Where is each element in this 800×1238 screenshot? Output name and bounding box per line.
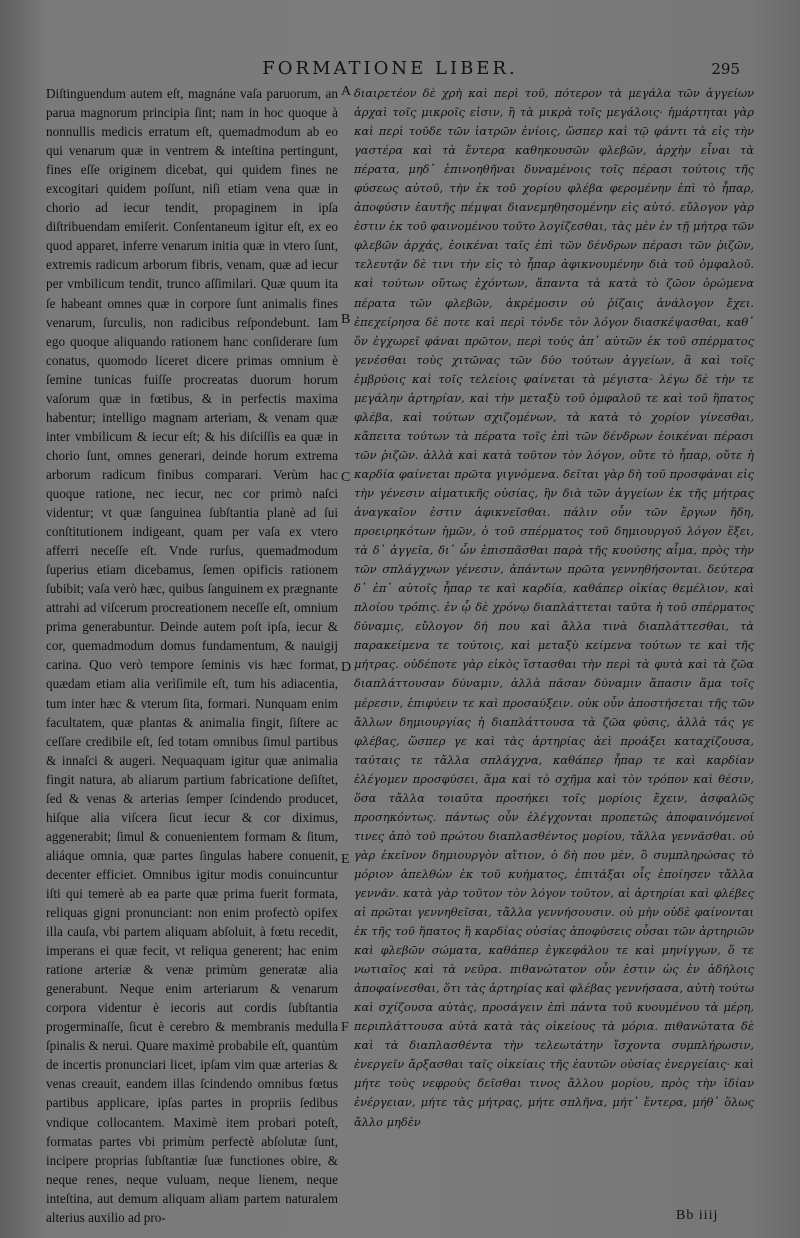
section-marker-f: F <box>341 1020 349 1035</box>
latin-column <box>46 84 338 1227</box>
signature-mark: Bb iiij <box>676 1208 719 1223</box>
greek-column <box>354 84 754 1132</box>
section-marker-a: A <box>341 84 352 99</box>
latin-text: Diſtinguendum autem eſt, magnáne vaſa paruorum, an parua magnorum principia ſint; nam in hoc quoque à nonnullis medicis erratum eſt, quemadmodum ab eo qui venarum quæ in ventrem & inteſtina pertingunt, fines eſſe originem dicebat, qui quidem fines ne excogitari quidem poſſunt, niſi etiam vena quæ in chorio ad iecur tendit, propaginem in ipſa diſtribuendam emiſerit. Conſentaneum igitur eſt, ex eo quod apparet, inferre venarum initia quæ in vtero ſunt, extremis radicum arborum fibris, venam, quæ ad iecur per vmbilicum tendit, trunco aſſimilari. Quæ quum ita ſe habeant omnes quæ in corpore ſunt animalis fines venarum, ſurculis, non radicibus reſpondebunt. Iam ego quoque aliquando rationem hanc conſiderare ſum conatus, quomodo liceret dicere primas omnium è ſemine tunicas fuiſſe procreatas duorum horum vaſorum quæ in fœtibus, & in perfectis maxima habentur; intelligo magnam arteriam, & venam quæ inter vmbilicum & iecur eſt; & his diſciſſis ea quæ in chorio ſunt, omnes generari, deinde horum extrema arborum radicum finibus comparari. Verùm hac quoque ratione, nec iecur, nec cor primò naſci videntur; vt quæ ſanguinea ſubſtantia planè ad ſui conſtitutionem indigeant, quam per vaſa ex vtero afferri neceſſe eſt. Vnde rurſus, quemadmodum ſuperius etiam dicebamus, ſemen opificis rationem ſubibit; vaſa verò hæc, quibus ſanguinem ex prægnante attrahi ad viſcerum procreationem neceſſe eſt, omnium prima generabuntur. Deinde autem poſt ipſa, iecur & cor, quemadmodum domus fundamentum, & nauigij carina. Quo verò tempore ſeminis vis hæc format, quædam etiam alia verìſimile eſt, tum his adiacentia, tum inter hæc & vterum ſita, formari. Nunquam enim facultatem, quæ plantas & animalia fingit, ſiſtere ac ceſſare credibile eſt, ſed totam omnibus ſimul partibus & innaſci & augeri. Nequaquam igitur quæ animalia fingit natura, ab aliarum partium fabricatione deſiſtet, ſed & venas & arterias ſemper ſcindendo producet, hiſque alia viſcera ſicut iecur & cor diximus, aggenerabit; ſimul & conuenientem formam & ſitum, aliáque omnia, quæ partes ſingulas habere conuenit, decenter efficiet. Omnibus igitur modis conuincuntur iſti qui temerè ab ea parte quæ prima fuerit formata, reliquas gigni pronunciant: non enim profectò opifex illa cauſa, vbi partem aliquam abſoluit, à fœtu recedit, imperans ei quæ fecit, vt reliqua generent; hac enim ratione arteriæ & venæ primùm generatæ alia generabunt. Neque enim arteriarum & venarum corpora videntur è iecoris aut cordis ſubſtantia progerminaſſe, ſicut è cerebro & membranis medulla ſpinalis & nerui. Quare maximè probabile eſt, quantùm de incertis pronunciari licet, ipſam vim quæ arterias & venas creauit, eandem illas ſcindendo omnibus fœtus partibus applicare, ipſas partes in propriis ſedibus vndique collocantem. Maximè item probari poteſt, formatas partes vbi primùm perfectè abſolutæ ſunt, incipere proprias ſubſtantiæ ſuæ functiones obire, & neque renes, neque vuluam, neque lienem, neque inteſtina, aut demum aliquam aliam partem naturalem alterius auxilio ad pro- <box>46 86 338 1225</box>
section-marker-e: E <box>341 852 350 867</box>
greek-text: διαιρετέον δὲ χρὴ καὶ περὶ τοῦ, πότερον τὰ μεγάλα τῶν ἀγγείων ἀρχαὶ τοῖς μικροῖς εἰσιν, ἢ τὰ μικρὰ τοῖς μεγάλοις· ἡμάρτηται γὰρ καὶ περὶ τοῦδε τῶν ἰατρῶν ἐνίοις, ὥσπερ καὶ τῷ φάντι τὰ εἰς τὴν γαστέρα καὶ τὰ ἔντερα καθηκουσῶν φλεβῶν, ἀρχὴν εἶναι τὰ πέρατα, μηδ᾽ ἐπινοηθῆναι δυναμένοις τοῖς πέρασι τούτοις τῆς φύσεως αὐτοῦ, τὴν ἐκ τοῦ χορίου φλέβα φερομένην ἐπὶ τὸ ἧπαρ, ἀποφύσιν ἑαυτῆς πέμψαι διανεμηθησομένην εἰς αὐτό. εὔλογον γὰρ ἐστιν ἐκ τοῦ φαινομένου τοῦτο λογίζεσθαι, τὰς μὲν ἐν τῇ μήτρᾳ τῶν φλεβῶν ἀρχάς, ἐοικέναι ταῖς ἐπὶ τῶν δένδρων πέρασι τῶν ῥιζῶν, τελευτᾷν δὲ τινι τὴν εἰς τὸ ἧπαρ ἀφικνουμένην διὰ τοῦ ὀμφαλοῦ. καὶ τούτων οὕτως ἐχόντων, ἅπαντα τὰ κατὰ τὸ ζῶον ὁρώμενα πέρατα τῶν φλεβῶν, ἀκρέμοσιν οὐ ῥίζαις ἀνάλογον ἔχει. ἐπεχείρησα δὲ ποτε καὶ περὶ τόνδε τὸν λόγον διασκέψασθαι, καθ᾽ ὅν ἐγχωρεῖ φάναι πρῶτον, περὶ τούς ἀπ᾽ αὐτῶν ἐκ τοῦ σπέρματος γενέσθαι τοὺς χιτῶνας τῶν δύο τούτων ἀγγείων, ἃ καὶ τοῖς ἐμβρύοις καὶ τοῖς τελείοις φαίνεται τὰ μέγιστα· λέγω δὲ τὴν τε μεγάλην ἀρτηρίαν, καὶ τὴν μεταξὺ τοῦ ὀμφαλοῦ τε καὶ τοῦ ἥπατος φλέβα, καὶ τούτων σχιζομένων, τὰ κατὰ τὸ χορίον γίνεσθαι, κἄπειτα τούτων τὰ πέρατα τοῖς ἐπὶ τῶν δένδρων ἐοικέναι πέρασι τῶν ῥιζῶν. ἀλλὰ καὶ κατὰ τοῦτον τὸν λόγον, οὔτε τὸ ἧπαρ, οὔτε ἡ καρδία φαίνεται πρῶτα γιγνόμενα. δεῖται γὰρ δὴ τοῦ προσφάναι εἰς τὴν γένεσιν αἱματικῆς οὐσίας, ἣν διὰ τῶν ἀγγείων ἐκ τῆς μήτρας ἀναγκαῖον ἐστιν ἀφικνεῖσθαι. πάλιν οὖν τῶν ἔργων ἤδη, προειρηκότων ἡμῶν, ὁ τοῦ σπέρματος τοῦ δημιουργοῦ λόγον ἕξει, τὰ δ᾽ ἀγγεῖα, δι᾽ ὧν ἐπισπᾶσθαι παρὰ τῆς κυούσης αἷμα, πρὸς τὴν τῶν σπλάγχνων γένεσιν, ἁπάντων πρῶτα γεννηθήσονται. δεύτερα δ᾽ ἐπ᾽ αὐτοῖς ἧπαρ τε καὶ καρδία, καθάπερ οἰκίας θεμέλιον, καὶ πλοίου τρόπις. ἐν ᾧ δὲ χρόνῳ διαπλάττεται ταῦτα ἡ τοῦ σπέρματος δύναμις, εὔλογον δή που καὶ ἄλλα τινὰ διαπλάττεσθαι, τὰ παρακείμενα τε τούτοις, καὶ μεταξὺ κείμενα τούτων τε καὶ τῆς μήτρας. οὐδέποτε γὰρ εἰκὸς ἵστασθαι τὴν περὶ τὰ φυτὰ καὶ τὰ ζῶα διαπλάττουσαν δύναμιν, ἀλλὰ πᾶσαν δύναμιν ἅπασιν ἅμα τοῖς μέρεσιν, ἐπιφύειν τε καὶ προσαύξειν. οὐκ οὖν ἀποστήσεται τῆς τῶν ἄλλων δημιουργίας ἡ διαπλάττουσα τὰ ζῶα φύσις, ἀλλὰ τάς γε φλέβας, ὥσπερ γε καὶ τὰς ἀρτηρίας ἀεὶ προάξει καταχίζουσα, ταύταις τε τἄλλα σπλάγχνα, καθάπερ ἧπαρ τε καὶ καρδίαν ἐλέγομεν προσφύσει, ἅμα καὶ τὸ σχῆμα καὶ τὸν τρόπον καὶ θέσιν, ὅσα τἄλλα τοιαῦτα προσήκει τοῖς μορίοις ἔχειν, ἀσφαλῶς προσηκόντως. πάντως οὖν ἐλέγχονται προπετῶς ἀποφαινόμενοί τινες ἀπὸ τοῦ πρώτου διαπλασθέντος μορίου, τἄλλα γεννᾶσθαι. οὐ γὰρ ἐκεῖνον δημιουργὸν αἴτιον, ὁ δὴ που μὲν, ὃ συμπληρώσας τὸ μόριον ἀπελθὼν ἐκ τοῦ κυήματος, ἐπιτάξαι οἷς ἐποίησεν τἄλλα γεννᾶν. κατὰ γὰρ τοῦτον τὸν λόγον τοῦτον, αἱ ἀρτηρίαι καὶ φλέβες αἱ πρῶται γεννηθεῖσαι, τἄλλα γεννήσουσιν. οὐ μὴν οὐδὲ φαίνονται ἐκ τῆς τοῦ ἥπατος ἢ καρδίας οὐσίας ἀποφύσεις οὖσαι τῶν ἀρτηριῶν καὶ φλεβῶν σώματα, καθάπερ ἐγκεφάλου τε καὶ μηνίγγων, ὅ τε νωτιαῖος καὶ τὰ νεῦρα. πιθανώτατον οὖν ἐστιν ὡς ἐν ἀδήλοις ἀποφαίνεσθαι, ὅτι τὰς ἀρτηρίας καὶ φλέβας γεννήσασα, αὐτὴ τούτω καὶ σχίζουσα αὐτὰς, προσάγειν ἐπὶ πάντα τοῦ κυουμένου τὰ μέρη, περιπλάττουσα αὐτὰ κατὰ τὰς οἰκείους τὰ μόρια. πιθανώτατα δὲ καὶ τὰ διαπλασθέντα τὴν τελεωτάτην ἴσχοντα συμπλήρωσιν, ἐνεργεῖν ἄρξασθαι ταῖς οἰκείαις τῆς ἑαυτῶν οὐσίας ἐνεργείαις· καὶ μήτε τοὺς νεφροὺς δεῖσθαι τινος ἄλλου μορίου, πρὸς τὴν ἰδίαν ἐνέργειαν, μήτε τὰς μήτρας, μήτε σπλῆνα, μήτ᾽ ἔντερα, μήθ᾽ ὅλως ἄλλο μηδὲν <box>354 86 754 1129</box>
section-marker-d: D <box>341 660 352 675</box>
page-number: 295 <box>711 60 740 78</box>
running-title: FORMATIONE LIBER. <box>262 58 518 79</box>
section-marker-c: C <box>341 470 351 485</box>
page-header <box>0 58 800 84</box>
section-marker-b: B <box>341 312 351 327</box>
